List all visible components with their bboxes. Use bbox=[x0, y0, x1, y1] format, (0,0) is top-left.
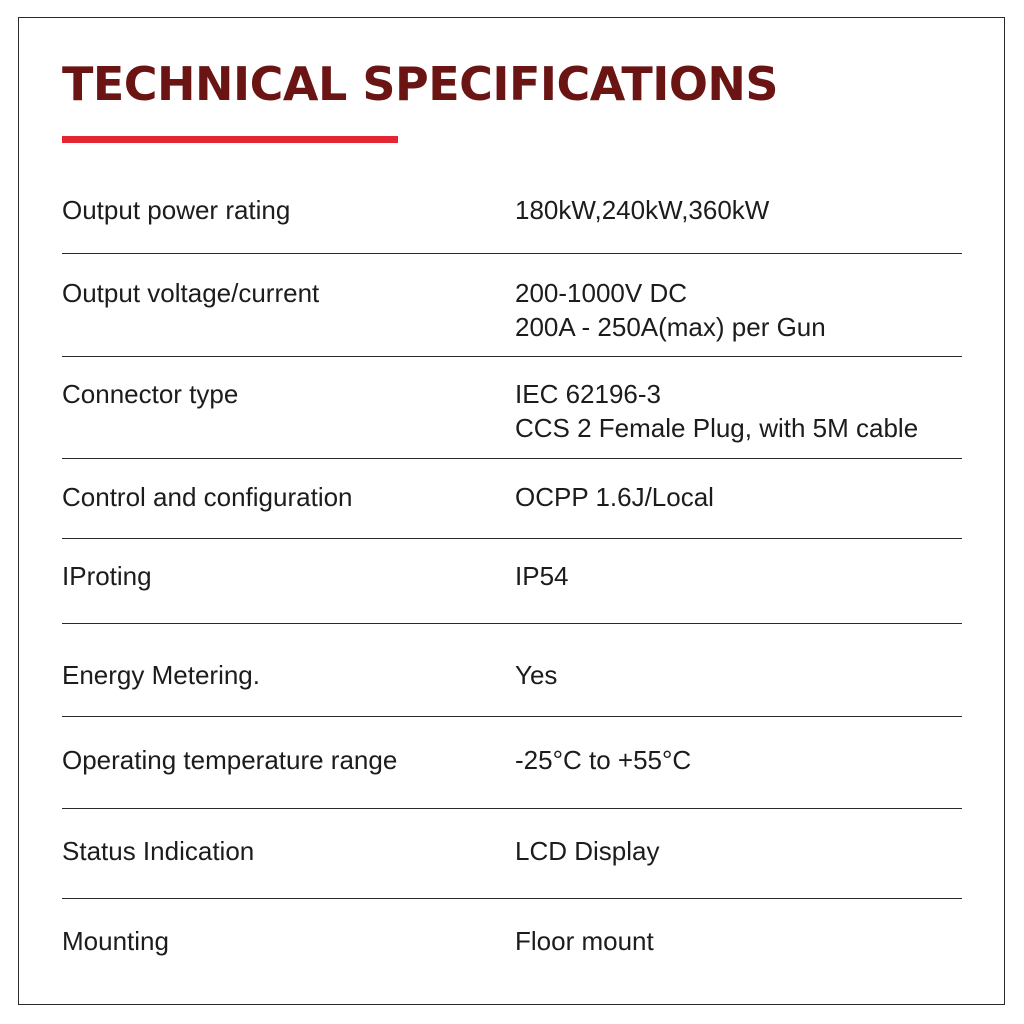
spec-value-line: OCPP 1.6J/Local bbox=[515, 482, 714, 512]
title-accent-bar bbox=[62, 136, 398, 143]
spec-value bbox=[515, 834, 962, 868]
spec-value bbox=[515, 658, 962, 692]
spec-label: Connector type bbox=[62, 379, 239, 409]
spec-row-control-and-configuration bbox=[62, 459, 962, 539]
spec-value bbox=[515, 924, 962, 958]
spec-value bbox=[515, 743, 962, 777]
spec-value-line: IP54 bbox=[515, 561, 569, 591]
spec-value-line: Yes bbox=[515, 660, 558, 690]
spec-row-ip-rating bbox=[62, 539, 962, 624]
spec-label: Output power rating bbox=[62, 195, 291, 225]
spec-value-line: CCS 2 Female Plug, with 5M cable bbox=[515, 413, 919, 443]
spec-value bbox=[515, 559, 962, 593]
spec-value bbox=[515, 276, 962, 344]
spec-row-connector-type bbox=[62, 357, 962, 459]
spec-row-output-voltage-current bbox=[62, 254, 962, 357]
spec-row-mounting bbox=[62, 899, 962, 979]
spec-row-operating-temperature-range bbox=[62, 717, 962, 809]
spec-value-line: LCD Display bbox=[515, 836, 660, 866]
spec-label: Mounting bbox=[62, 926, 169, 956]
page-title: TECHNICAL SPECIFICATIONS bbox=[62, 57, 779, 111]
spec-row-status-indication bbox=[62, 809, 962, 899]
spec-label: Control and configuration bbox=[62, 482, 353, 512]
spec-value bbox=[515, 480, 962, 514]
spec-value bbox=[515, 193, 962, 227]
spec-label: Status Indication bbox=[62, 836, 255, 866]
spec-value-line: Floor mount bbox=[515, 926, 654, 956]
spec-value-line: 200-1000V DC bbox=[515, 278, 687, 308]
spec-table bbox=[62, 175, 962, 979]
spec-row-energy-metering bbox=[62, 624, 962, 717]
spec-value-line: 180kW,240kW,360kW bbox=[515, 195, 770, 225]
spec-value-line: -25°C to +55°C bbox=[515, 745, 692, 775]
spec-label: Output voltage/current bbox=[62, 278, 320, 308]
spec-value-line: 200A - 250A(max) per Gun bbox=[515, 312, 826, 342]
spec-value-line: IEC 62196-3 bbox=[515, 379, 661, 409]
spec-label: IProting bbox=[62, 561, 152, 591]
spec-value bbox=[515, 377, 962, 445]
spec-row-output-power-rating bbox=[62, 175, 962, 254]
spec-label: Energy Metering. bbox=[62, 660, 260, 690]
spec-label: Operating temperature range bbox=[62, 745, 398, 775]
